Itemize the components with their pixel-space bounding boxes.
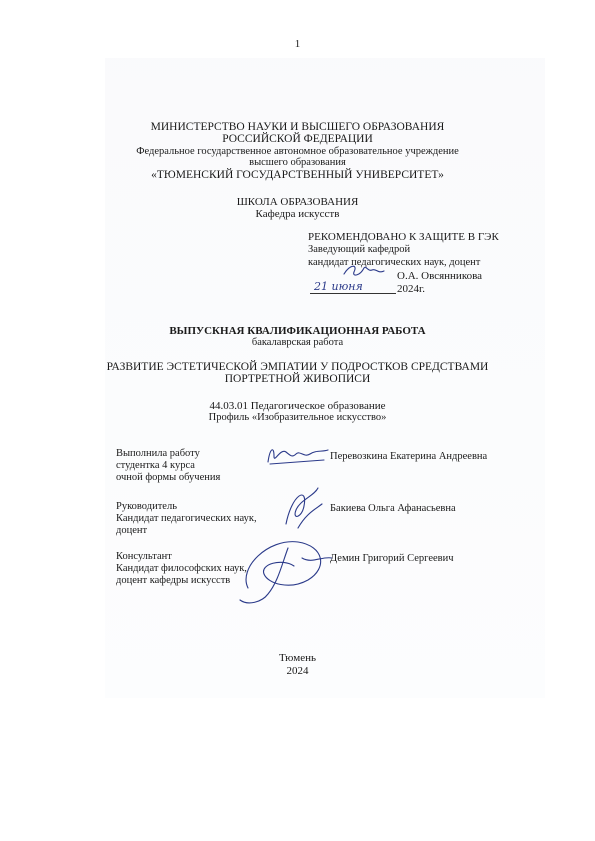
consultant-role-2: Кандидат философских наук, [116,563,247,574]
work-profile: Профиль «Изобразительное искусство» [208,412,387,423]
approval-title: РЕКОМЕНДОВАНО К ЗАЩИТЕ В ГЭК [308,231,499,243]
approval-year: 2024г. [397,283,426,295]
student-role-3: очной формы обучения [116,472,221,483]
consultant-role-3: доцент кафедры искусств [116,575,231,586]
work-code: 44.03.01 Педагогическое образование [209,400,386,412]
supervisor-signature [278,484,330,532]
school-name: ШКОЛА ОБРАЗОВАНИЯ [236,196,359,208]
student-name: Перевозкина Екатерина Андреевна [330,451,488,462]
consultant-role-1: Консультант [116,551,172,562]
supervisor-role-2: Кандидат педагогических наук, [116,513,257,524]
page-number: 1 [294,38,301,50]
supervisor-role-1: Руководитель [116,501,177,512]
approval-name: О.А. Овсянникова [397,270,483,282]
city: Тюмень [279,652,316,664]
federation-line: РОССИЙСКОЙ ФЕДЕРАЦИИ [222,133,373,145]
university-name: «ТЮМЕНСКИЙ ГОСУДАРСТВЕННЫЙ УНИВЕРСИТЕТ» [151,169,444,181]
department-name: Кафедра искусств [255,208,340,220]
approval-date-handwritten: 21 июня [314,280,363,293]
approval-position: Заведующий кафедрой [308,244,411,255]
approval-degree: кандидат педагогических наук, доцент [308,257,481,268]
approval-signature [340,262,390,280]
work-type: ВЫПУСКНАЯ КВАЛИФИКАЦИОННАЯ РАБОТА [169,325,426,337]
work-title-line-2: ПОРТРЕТНОЙ ЖИВОПИСИ [224,373,371,385]
consultant-name: Демин Григорий Сергеевич [330,553,454,564]
consultant-signature [228,528,338,610]
institution-line-2: высшего образования [249,157,346,168]
student-signature [262,442,332,470]
institution-line-1: Федеральное государственное автономное образовательное учреждение [136,146,459,157]
work-title-line-1: РАЗВИТИЕ ЭСТЕТИЧЕСКОЙ ЭМПАТИИ У ПОДРОСТКОВ СРЕДСТВАМИ [106,361,489,373]
ministry-line: МИНИСТЕРСТВО НАУКИ И ВЫСШЕГО ОБРАЗОВАНИЯ [150,121,445,133]
year: 2024 [286,665,309,677]
student-role-1: Выполнила работу [116,448,200,459]
supervisor-name: Бакиева Ольга Афанасьевна [330,503,456,514]
work-subtype: бакалаврская работа [251,337,344,348]
student-role-2: студентка 4 курса [116,460,195,471]
supervisor-role-3: доцент [116,525,148,536]
